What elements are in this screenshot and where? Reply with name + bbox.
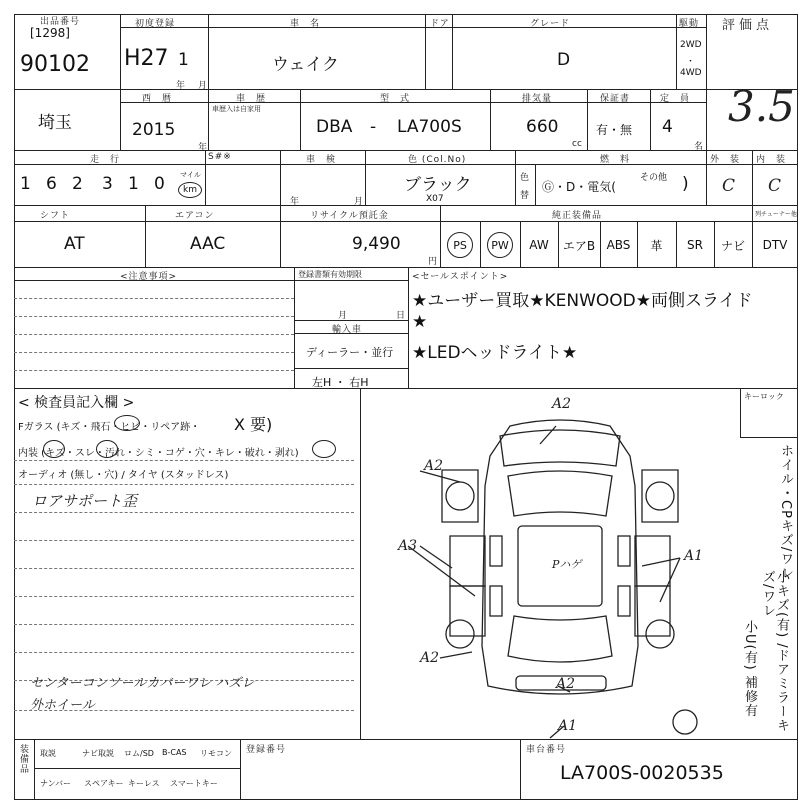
chassis-number: LA700S-0020535 — [560, 762, 724, 784]
warranty-label: 保証書 — [600, 94, 631, 104]
equip-ps-circle — [447, 232, 473, 258]
km-mark — [178, 182, 202, 198]
import-type: ディーラー・並行 — [306, 346, 394, 359]
damage-leader-2 — [408, 546, 475, 596]
spare-tire — [673, 710, 697, 734]
color-change-bottom: 替 — [520, 191, 530, 201]
capacity-label: 定 員 — [660, 94, 691, 104]
equip-pw-label: PW — [491, 238, 509, 252]
recycle-value: 9,490 — [352, 234, 401, 254]
year-unit: 年 — [176, 81, 187, 91]
right-front-window — [618, 536, 630, 566]
drive-4wd: 4WD — [680, 68, 702, 78]
vehicle-history-label: 車 歴 — [236, 94, 267, 104]
model-prefix: DBA — [316, 117, 353, 137]
mark-rear: A2 — [556, 676, 576, 692]
mileage-label: 走 行 — [90, 155, 121, 165]
fuel-options: Ⓖ・D・電気( — [542, 180, 616, 194]
equip-leather: 革 — [650, 238, 663, 253]
equip-abs: ABS — [606, 238, 631, 252]
extra-equipment-label: 列チューナー他 — [755, 211, 797, 218]
reg-expiry-month: 月 — [338, 311, 349, 321]
inspection-label: 車 検 — [306, 155, 337, 165]
displacement-label: 排気量 — [522, 94, 553, 104]
footer-number-plate: ナンバー — [40, 779, 72, 788]
fuel-other: その他 — [640, 173, 668, 183]
legend-vertical-2: 小キズ(有) /ドアミラーキズ/ワレ — [760, 570, 789, 733]
car-name: ウェイク — [272, 55, 339, 75]
grade-value: D — [557, 50, 571, 70]
drive-label: 駆動 — [679, 19, 700, 29]
car-hood — [500, 430, 620, 466]
mileage-digit-4: 3 — [102, 174, 113, 194]
exterior-label: 外 装 — [710, 155, 741, 165]
shift-value: AT — [64, 234, 85, 254]
damage-leader-5 — [642, 558, 680, 566]
western-year-label: 西 暦 — [142, 94, 173, 104]
chassis-label: 車台番号 — [526, 745, 567, 755]
mileage-digit-6: 0 — [154, 174, 165, 194]
color-code: X07 — [426, 194, 444, 204]
equip-pw-circle — [487, 232, 513, 258]
inspector-line-3: オーディオ (無し・穴) / タイヤ (スタッドレス) — [18, 470, 229, 481]
inspector-line-2: 内装 (キズ・スレ・汚れ・シミ・コゲ・穴・キレ・破れ・剥れ) — [18, 448, 299, 459]
footer-bcas: B-CAS — [162, 748, 187, 757]
car-name-label: 車 名 — [290, 19, 321, 29]
equip-aw: AW — [529, 238, 549, 252]
right-side-rear — [635, 586, 670, 636]
model-dash: - — [370, 117, 377, 137]
footer-spare-key: スペアキー — [84, 779, 124, 788]
fuel-label: 燃 料 — [600, 155, 631, 165]
wheel-front-left — [446, 482, 474, 510]
equipment-label: 純正装備品 — [552, 211, 603, 221]
caution-label: <注意事項> — [120, 272, 178, 282]
region: 埼玉 — [38, 113, 72, 133]
right-rear-window — [618, 586, 630, 616]
wheel-front-right — [646, 482, 674, 510]
mark-left-side: A3 — [398, 538, 418, 554]
equip-pw — [480, 222, 520, 268]
month-unit: 月 — [198, 81, 209, 91]
peel-circle — [312, 440, 336, 458]
handwritten-note-1: ロアサポート歪 — [32, 492, 138, 510]
aircon-value: AAC — [190, 234, 226, 254]
grade-label: グレード — [530, 19, 571, 29]
interior-grade: C — [768, 176, 782, 196]
footer-remote: リモコン — [200, 749, 232, 758]
drive-dot: ・ — [686, 57, 696, 67]
mileage-digit-2: 6 — [46, 174, 57, 194]
mile-label: マイル — [180, 171, 201, 179]
row2-year-unit: 年 — [198, 143, 209, 153]
legend-vertical-1: ホイル・CPキズ/ワレ — [778, 444, 793, 581]
cc-unit: cc — [572, 139, 582, 149]
damage-leader-7 — [540, 426, 556, 444]
sales-line-2: ★ — [412, 312, 428, 332]
left-front-window — [490, 536, 502, 566]
chip-circle — [114, 415, 140, 431]
damage-leader-4 — [440, 652, 472, 658]
left-rear-window — [490, 586, 502, 616]
left-side-front — [450, 536, 485, 586]
door-label: ドア — [430, 19, 450, 29]
mark-bottom: A1 — [558, 718, 578, 734]
damage-leader-3 — [420, 546, 452, 568]
model-label: 型 式 — [380, 94, 411, 104]
interior-label: 内 装 — [756, 155, 787, 165]
mileage-digit-5: 1 — [128, 174, 139, 194]
sales-label: <セールスポイント> — [412, 272, 509, 282]
exterior-grade: C — [722, 176, 736, 196]
car-rear-window — [508, 616, 612, 662]
mark-front: A2 — [552, 396, 572, 412]
inspection-year-unit: 年 — [290, 197, 301, 207]
first-reg-label: 初度登録 — [135, 19, 176, 29]
paint-note: Pハゲ — [552, 558, 582, 571]
footer-navi-manual: ナビ取説 — [82, 749, 114, 758]
color-value: ブラック — [404, 175, 472, 195]
warranty-value: 有・無 — [596, 123, 633, 137]
import-label: 輸入車 — [332, 325, 363, 335]
reg-number-label: 登録番号 — [246, 745, 287, 755]
mark-right-side: A1 — [684, 548, 704, 564]
lot-top-label: 出品番号 — [40, 17, 81, 27]
equip-ps-label: PS — [453, 238, 467, 252]
footer-rom-sd: ロム/SD — [124, 749, 154, 758]
footer-manual: 取説 — [40, 749, 56, 758]
aircon-label: エアコン — [175, 211, 215, 221]
yen-unit: 円 — [428, 257, 438, 267]
mileage-digit-1: 1 — [20, 174, 31, 194]
footer-smart-key: スマートキー — [170, 779, 218, 788]
equip-dtv: DTV — [762, 238, 788, 252]
equip-airbag: エアB — [562, 238, 596, 253]
color-label: 色 (Col.No) — [408, 155, 467, 165]
lot-number: 90102 — [20, 52, 90, 77]
shift-label: シフト — [40, 211, 71, 221]
color-change-top: 色 — [520, 173, 530, 183]
handwritten-note-2: センターコンソールカバーワレ ハズレ — [30, 676, 255, 691]
sales-line-1: ★ユーザー買取★KENWOOD★両側スライド — [412, 291, 753, 311]
score-value: 3.5 — [728, 82, 795, 131]
fuel-close: ) — [682, 174, 689, 194]
lot-bracket: [1298] — [30, 26, 70, 40]
reg-expiry-label: 登録書類有効期限 — [298, 270, 362, 279]
drive-2wd: 2WD — [680, 40, 702, 50]
footer-keyless: キーレス — [128, 779, 160, 788]
vehicle-history-note: 車歴入は自家用 — [212, 105, 261, 113]
scratch-circle — [43, 440, 65, 458]
handle-side: 左H ・ 右H — [312, 376, 369, 389]
inspector-title: < 検査員記入欄 > — [18, 395, 135, 411]
car-windshield — [508, 471, 612, 516]
keylock-label: キーロック — [744, 392, 784, 401]
displacement-value: 660 — [526, 117, 559, 137]
stain-circle — [96, 440, 118, 458]
capacity-unit: 名 — [694, 142, 704, 152]
inspection-month-unit: 月 — [354, 197, 365, 207]
mark-rear-left: A2 — [420, 650, 440, 666]
sales-line-3: ★LEDヘッドライト★ — [412, 343, 578, 363]
mileage-digit-3: 2 — [72, 174, 83, 194]
fender-front-left — [442, 470, 478, 522]
inspector-line-1: Fガラス (キズ・飛石・ヒビ・リペア跡・ — [18, 422, 201, 433]
inspector-line-1-mark: X 要) — [234, 415, 273, 434]
capacity-value: 4 — [662, 117, 673, 137]
equip-sr: SR — [687, 238, 703, 252]
handwritten-note-3: 外ホイール — [30, 698, 95, 713]
model-code: LA700S — [397, 117, 462, 137]
first-reg-month: 1 — [178, 50, 189, 70]
mark-front-left: A2 — [424, 458, 444, 474]
year-value: 2015 — [132, 120, 176, 140]
recycle-label: リサイクル預託金 — [310, 211, 389, 221]
equipment-side-label: 装備品 — [18, 744, 28, 774]
first-reg-era-year: H27 — [124, 46, 169, 71]
equip-navi: ナビ — [720, 238, 745, 253]
legend-vertical-3: 小U(有) 補修有 — [742, 620, 757, 718]
reg-expiry-day: 日 — [396, 311, 407, 321]
score-label: 評価点 — [722, 18, 774, 33]
fender-front-right — [642, 470, 678, 522]
left-side-rear — [450, 586, 485, 636]
equip-ps — [440, 222, 480, 268]
km-label: km — [183, 185, 197, 195]
inspector-divider — [360, 388, 361, 740]
sno-label: S#※ — [208, 152, 232, 162]
